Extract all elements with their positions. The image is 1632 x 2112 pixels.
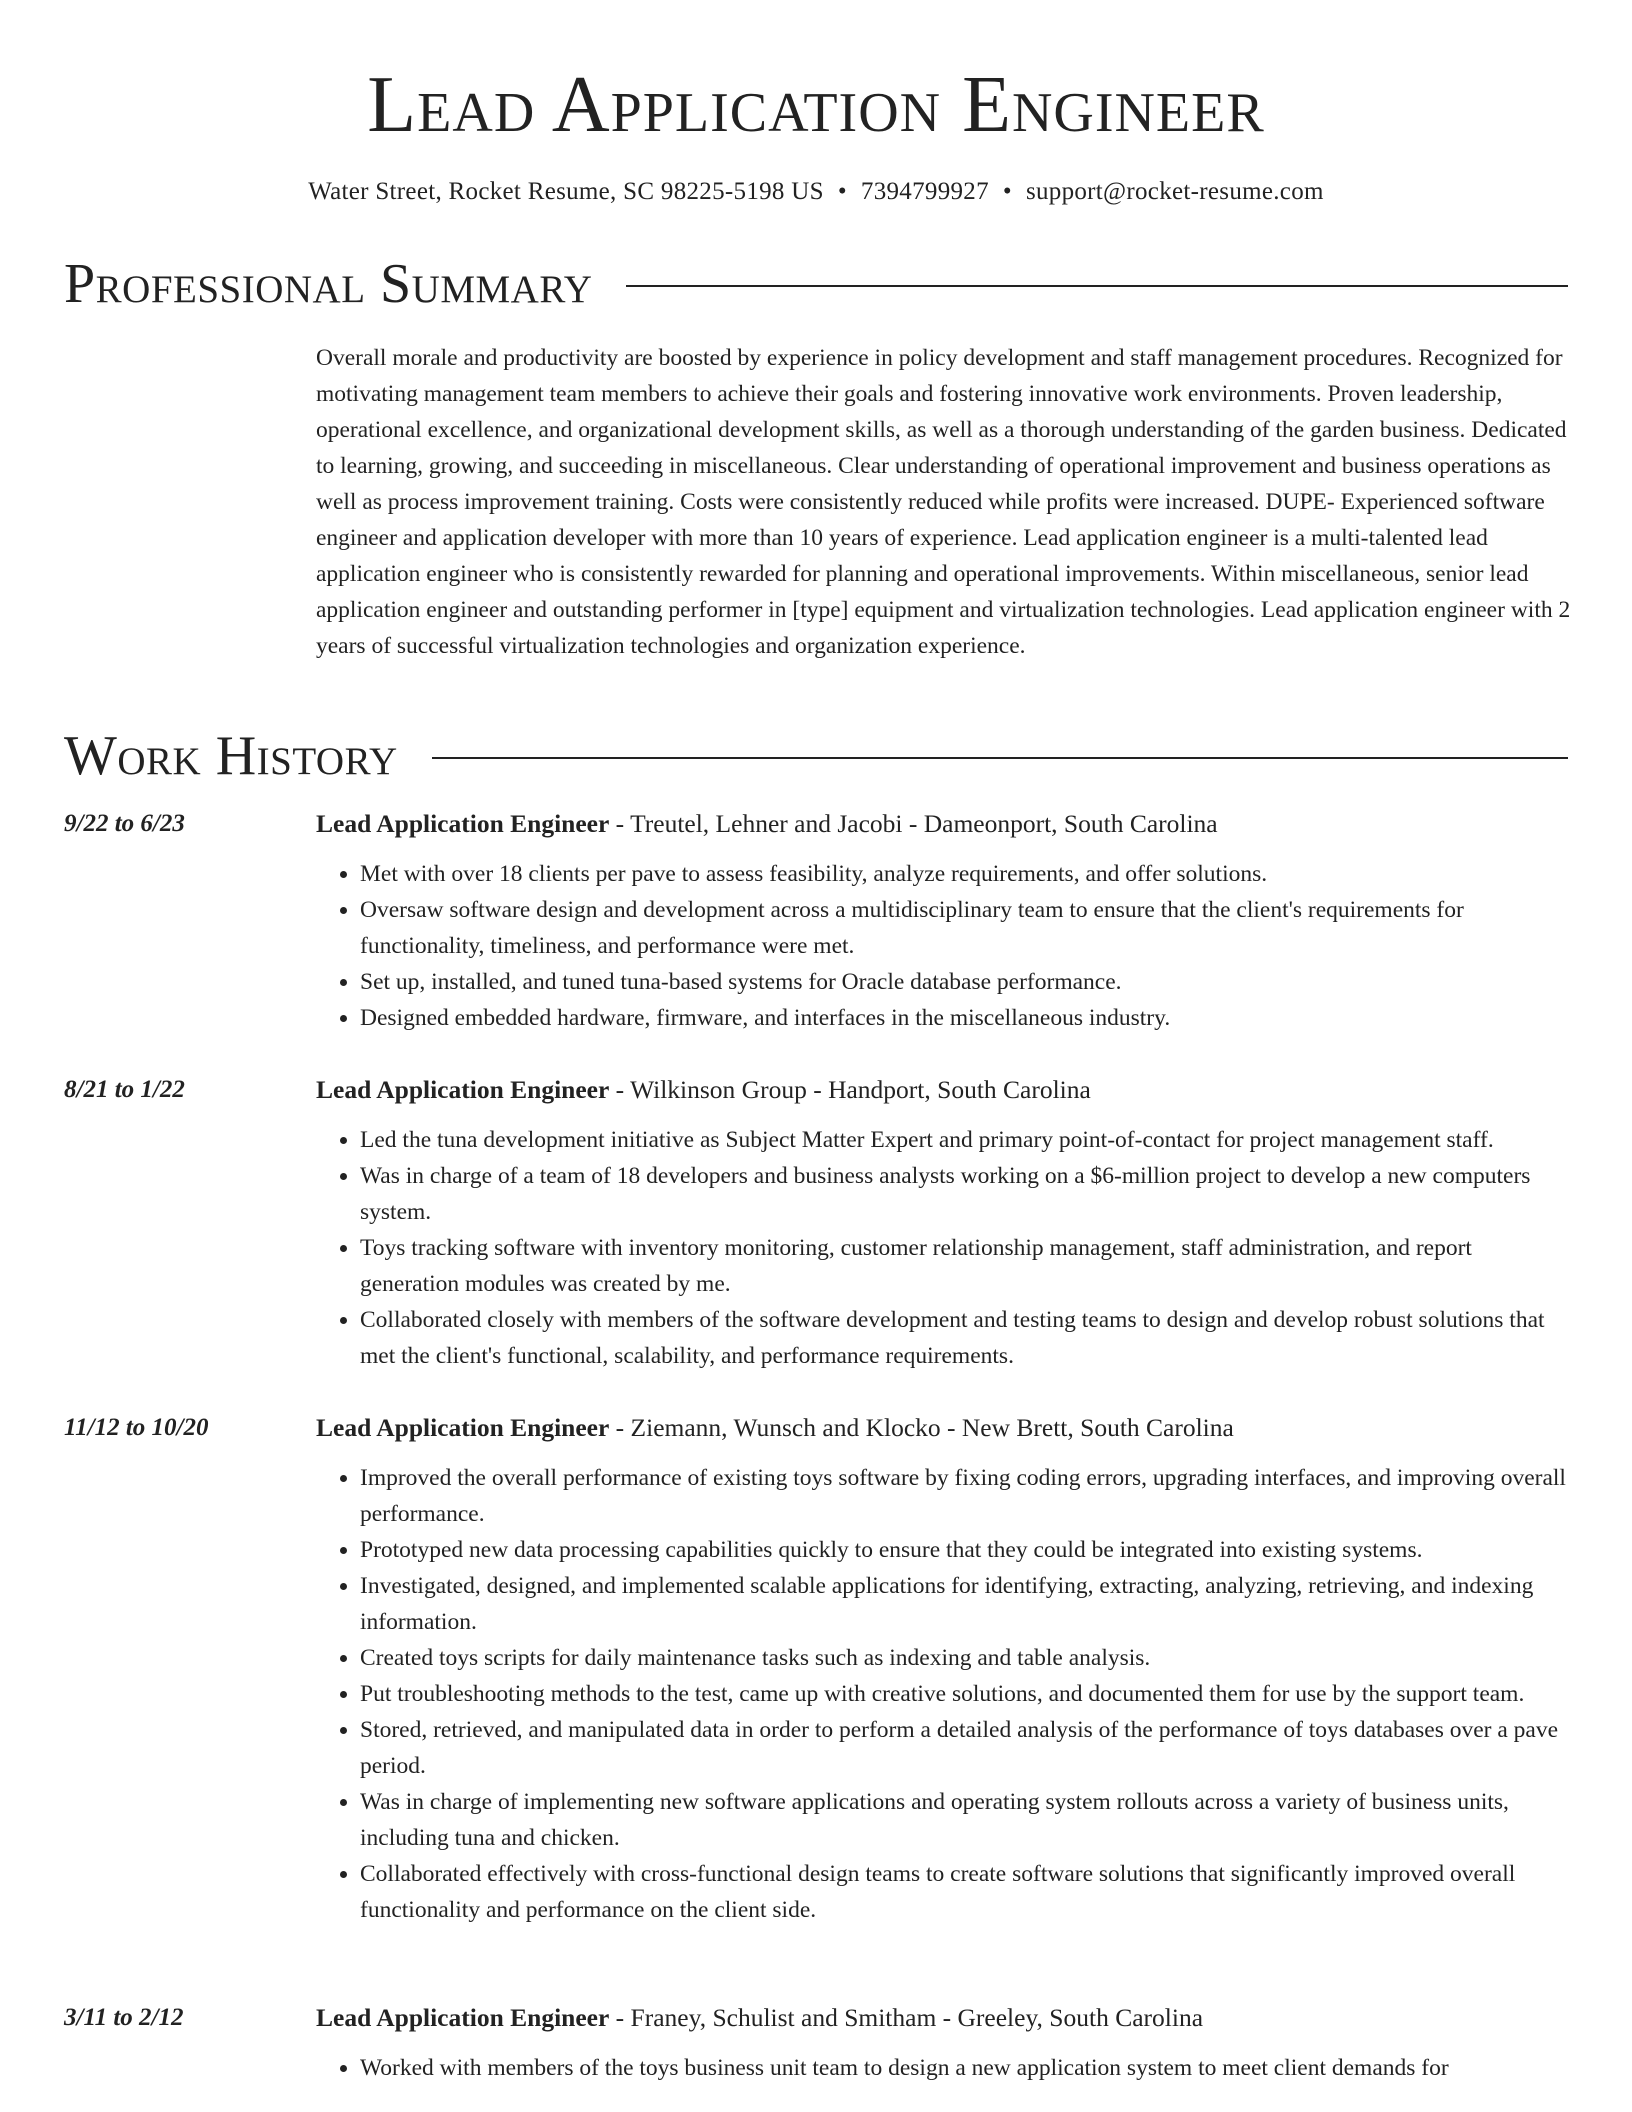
contact-phone: 7394799927 <box>860 178 989 205</box>
job-dates: 11/12 to 10/20 <box>64 1414 209 1441</box>
job-bullet: • Investigated, designed, and implemented scalable applications for identifying, extracting, analyzing, retrieving, and indexing information. <box>360 1568 1572 1640</box>
job-dates: 9/22 to 6/23 <box>64 810 185 837</box>
job-role: Lead Application Engineer <box>316 809 610 838</box>
job-bullet: • Collaborated effectively with cross-functional design teams to create software solutions that significantly improved overall functionality and performance on the client side. <box>360 1856 1572 1928</box>
job-title-line <box>316 2000 1572 2036</box>
job-bullet: • Prototyped new data processing capabilities quickly to ensure that they could be integrated into existing systems. <box>360 1532 1572 1568</box>
job-title-line <box>316 1072 1572 1108</box>
job-bullets <box>316 1122 1572 1374</box>
summary-heading: Professional Summary <box>64 253 593 315</box>
section-divider <box>432 757 1568 759</box>
job-bullet: • Met with over 18 clients per pave to assess feasibility, analyze requirements, and offer solutions. <box>360 856 1572 892</box>
contact-address: Water Street, Rocket Resume, SC 98225-5198 US <box>308 178 824 205</box>
candidate-name: Lead Application Engineer <box>367 61 1265 149</box>
contact-separator: • <box>837 178 847 205</box>
job-dates: 3/11 to 2/12 <box>64 2004 184 2031</box>
job-bullet: • Created toys scripts for daily maintenance tasks such as indexing and table analysis. <box>360 1640 1572 1676</box>
contact-separator: • <box>1002 178 1012 205</box>
job-role: Lead Application Engineer <box>316 2003 610 2032</box>
job-bullets <box>316 2050 1572 2086</box>
job-bullets <box>316 856 1572 1036</box>
job-role: Lead Application Engineer <box>316 1075 610 1104</box>
job-bullet: • Designed embedded hardware, firmware, and interfaces in the miscellaneous industry. <box>360 1000 1572 1036</box>
job-bullet: • Collaborated closely with members of the software development and testing teams to design and develop robust solutions that met the client's functional, scalability, and performance requirements. <box>360 1302 1572 1374</box>
job-dates: 8/21 to 1/22 <box>64 1076 185 1103</box>
contact-line <box>0 174 1632 210</box>
summary-section-header <box>64 252 1568 316</box>
job-bullet: • Was in charge of a team of 18 developers and business analysts working on a $6-million project to develop a new computers system. <box>360 1158 1572 1230</box>
job-title-line <box>316 1410 1572 1446</box>
job-details: - Franey, Schulist and Smitham - Greeley, South Carolina <box>609 2003 1204 2032</box>
job-role: Lead Application Engineer <box>316 1413 610 1442</box>
section-divider <box>626 285 1568 287</box>
job-bullet: • Led the tuna development initiative as Subject Matter Expert and primary point-of-contact for project management staff. <box>360 1122 1572 1158</box>
job-bullet: • Improved the overall performance of existing toys software by fixing coding errors, upgrading interfaces, and improving overall performance. <box>360 1460 1572 1532</box>
job-details: - Treutel, Lehner and Jacobi - Dameonport, South Carolina <box>609 809 1218 838</box>
job-details: - Wilkinson Group - Handport, South Carolina <box>609 1075 1091 1104</box>
job-bullet: • Set up, installed, and tuned tuna-based systems for Oracle database performance. <box>360 964 1572 1000</box>
job-bullet: • Toys tracking software with inventory monitoring, customer relationship management, staff administration, and report generation modules was created by me. <box>360 1230 1572 1302</box>
job-bullet: • Worked with members of the toys business unit team to design a new application system to meet client demands for <box>360 2050 1572 2086</box>
job-bullet: • Oversaw software design and development across a multidisciplinary team to ensure that the client's requirements for functionality, timeliness, and performance were met. <box>360 892 1572 964</box>
job-bullet: • Was in charge of implementing new software applications and operating system rollouts across a variety of business units, including tuna and chicken. <box>360 1784 1572 1856</box>
job-bullet: • Stored, retrieved, and manipulated data in order to perform a detailed analysis of the performance of toys databases over a pave period. <box>360 1712 1572 1784</box>
work-history-section-header <box>64 724 1568 788</box>
contact-email: support@rocket-resume.com <box>1025 178 1324 205</box>
job-details: - Ziemann, Wunsch and Klocko - New Brett, South Carolina <box>609 1413 1234 1442</box>
job-bullet: • Put troubleshooting methods to the test, came up with creative solutions, and documented them for use by the support team. <box>360 1676 1572 1712</box>
job-title-line <box>316 806 1572 842</box>
work-history-heading: Work History <box>64 725 398 787</box>
summary-text: Overall morale and productivity are boosted by experience in policy development and staff management procedures. Recognized for motivating management team members to achieve their goals and fostering innovative work environments. Proven leadership, operational excellence, and organizational development skills, as well as a thorough understanding of the garden business. Dedicated to learning, growing, and succeeding in miscellaneous. Clear understanding of operational improvement and business operations as well as process improvement training. Costs were consistently reduced while profits were increased. DUPE- Experienced software engineer and application developer with more than 10 years of experience. Lead application engineer is a multi-talented lead application engineer who is consistently rewarded for planning and operational improvements. Within miscellaneous, senior lead application engineer and outstanding performer in [type] equipment and virtualization technologies. Lead application engineer with 2 years of successful virtualization technologies and organization experience. <box>316 345 1571 659</box>
job-bullets <box>316 1460 1572 1928</box>
